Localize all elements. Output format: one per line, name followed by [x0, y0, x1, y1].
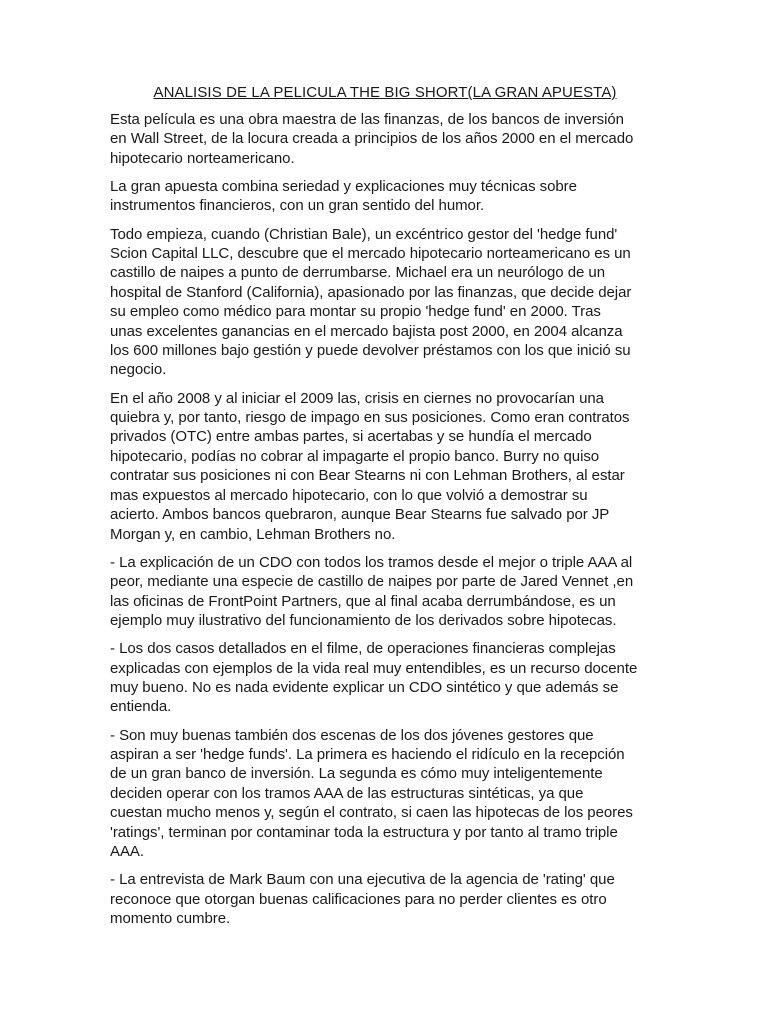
text-line: Esta película es una obra maestra de las finanzas, de los bancos de inversión: [110, 111, 624, 128]
text-line: - Son muy buenas también dos escenas de los dos jóvenes gestores que: [110, 726, 594, 744]
text-line: Morgan y, en cambio, Lehman Brothers no.: [110, 525, 396, 543]
text-line: unas excelentes ganancias en el mercado bajista post 2000, en 2004 alcanza: [110, 322, 623, 340]
text-line: explicadas con ejemplos de la vida real muy entendibles, es un recurso docente: [110, 659, 638, 677]
text-line: reconoce que otorgan buenas calificaciones para no perder clientes es otro: [110, 890, 607, 908]
paragraph-summary: [110, 177, 660, 216]
paragraph-cdo-explanation: [110, 553, 660, 631]
text-line: quiebra y, por tanto, riesgo de impago en sus posiciones. Como eran contratos: [110, 409, 630, 427]
text-line: castillo de naipes a punto de derrumbarse. Michael era un neurólogo de un: [110, 264, 606, 282]
text-line: - La entrevista de Mark Baum con una ejecutiva de la agencia de 'rating' que: [110, 871, 615, 889]
text-line: negocio.: [110, 361, 167, 379]
paragraph-story: [110, 225, 660, 380]
text-line: muy bueno. No es nada evidente explicar un CDO sintético y que además se: [110, 678, 619, 696]
text-line: - La explicación de un CDO con todos los tramos desde el mejor o triple AAA al: [110, 553, 633, 571]
text-line: las oficinas de FrontPoint Partners, que al final acaba derrumbándose, es un: [110, 592, 616, 610]
text-line: AAA.: [110, 843, 144, 860]
text-line: su empleo como médico para montar su propio 'hedge fund' en 2000. Tras: [110, 303, 601, 321]
document-title: ANALISIS DE LA PELICULA THE BIG SHORT(LA GRAN APUESTA): [153, 84, 617, 101]
text-line: hipotecario norteamericano.: [110, 149, 295, 167]
text-line: 'ratings', terminan por contaminar toda la estructura y por tanto al tramo triple: [110, 823, 618, 841]
text-line: en Wall Street, de la locura creada a principios de los años 2000 en el mercado: [110, 130, 634, 148]
text-line: En el año 2008 y al iniciar el 2009 las, crisis en ciernes no provocarían una: [110, 389, 604, 407]
text-line: cuestan mucho menos y, según el contrato, si caen las hipotecas de los peores: [110, 804, 633, 822]
paragraph-intro: [110, 110, 660, 168]
text-line: Scion Capital LLC, descubre que el mercado hipotecario norteamericano es un: [110, 245, 631, 263]
text-line: momento cumbre.: [110, 910, 231, 928]
paragraph-rating-interview: [110, 870, 660, 928]
text-line: instrumentos financieros, con un gran sentido del humor.: [110, 197, 485, 215]
paragraph-crisis: [110, 389, 660, 544]
text-line: peor, mediante una especie de castillo de naipes por parte de Jared Vennet ,en: [110, 573, 634, 591]
text-line: hospital de Stanford (California), apasionado por las finanzas, que decide dejar: [110, 283, 632, 301]
text-line: privados (OTC) entre ambas partes, si acertabas y se hundía el mercado: [110, 428, 592, 446]
paragraph-cases: [110, 639, 660, 717]
paragraph-young-managers: [110, 726, 660, 862]
text-line: Todo empieza, cuando (Christian Bale), un excéntrico gestor del 'hedge fund': [110, 225, 618, 243]
text-line: mas expuestos al mercado hipotecario, con lo que volvió a demostrar su: [110, 486, 588, 504]
text-line: acierto. Ambos bancos quebraron, aunque Bear Stearns fue salvado por JP: [110, 506, 610, 524]
text-line: deciden operar con los tramos AAA de las estructuras sintéticas, ya que: [110, 784, 584, 802]
text-line: La gran apuesta combina seriedad y explicaciones muy técnicas sobre: [110, 178, 577, 196]
text-line: contratar sus posiciones ni con Bear Stearns ni con Lehman Brothers, al estar: [110, 467, 625, 485]
text-line: - Los dos casos detallados en el filme, de operaciones financieras complejas: [110, 640, 616, 658]
text-line: hipotecario, podías no cobrar al impagarte el propio banco. Burry no quiso: [110, 447, 600, 465]
text-line: ejemplo muy ilustrativo del funcionamiento de los derivados sobre hipotecas.: [110, 611, 617, 629]
text-line: entienda.: [110, 698, 172, 716]
document-page: [110, 84, 660, 937]
text-line: los 600 millones bajo gestión y puede devolver préstamos con los que inició su: [110, 342, 631, 360]
text-line: aspiran a ser 'hedge funds'. La primera es haciendo el ridículo en la recepción: [110, 745, 625, 763]
text-line: de un gran banco de inversión. La segunda es cómo muy inteligentemente: [110, 765, 603, 783]
